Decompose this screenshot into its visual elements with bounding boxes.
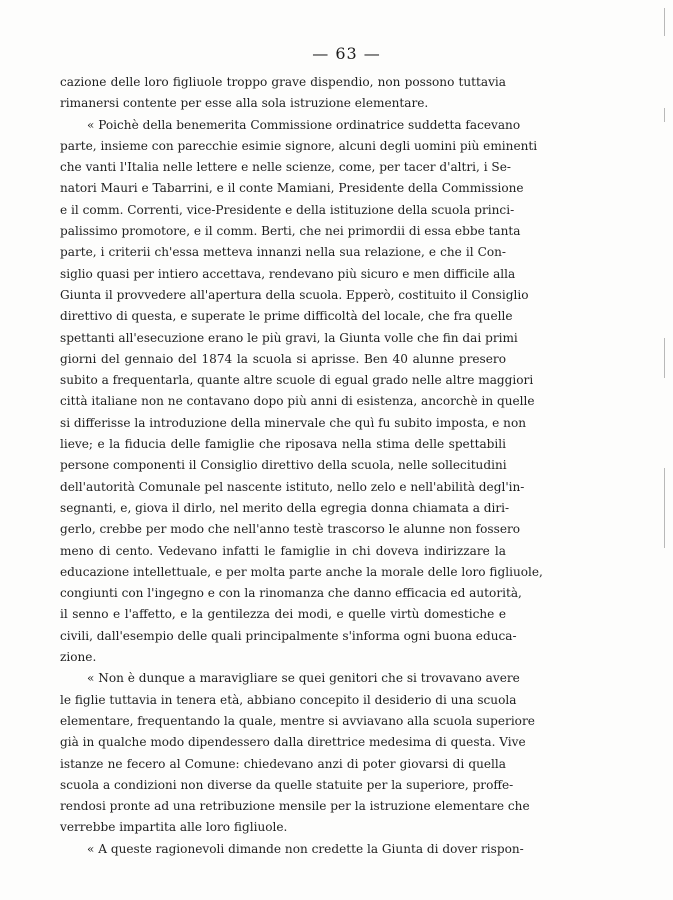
text-line: il senno e l'affetto, e la gentilezza dei modi, e quelle virtù domestiche e xyxy=(60,607,506,622)
page-number: — 63 — xyxy=(312,44,381,63)
text-line: educazione intellettuale, e per molta parte anche la morale delle loro figliuole, xyxy=(60,564,543,579)
text-line: istanze ne fecero al Comune: chiedevano anzi di poter giovarsi di quella xyxy=(60,756,506,771)
text-line: elementare, frequentando la quale, mentre si avviavano alla scuola superiore xyxy=(60,713,535,728)
text-line: « Poichè della benemerita Commissione ordinatrice suddetta facevano xyxy=(87,117,521,132)
text-line: segnanti, e, giova il dirlo, nel merito della egregia donna chiamata a diri- xyxy=(60,500,510,515)
text-line: dell'autorità Comunale pel nascente istituto, nello zelo e nell'abilità degl'in- xyxy=(60,479,525,494)
scan-mark xyxy=(664,338,665,378)
text-line: si differisse la introduzione della minervale che quì fu subito imposta, e non xyxy=(60,415,527,430)
scan-mark xyxy=(664,8,665,36)
body-text xyxy=(60,72,543,860)
text-line: subito a frequentarla, quante altre scuole di egual grado nelle altre maggiori xyxy=(60,373,534,388)
text-line: già in qualche modo dipendessero dalla direttrice medesima di questa. Vive xyxy=(60,735,526,750)
text-line: cazione delle loro figliuole troppo grave dispendio, non possono tuttavia xyxy=(60,75,506,89)
text-line: lieve; e la fiducia delle famiglie che riposava nella stima delle spettabili xyxy=(60,437,506,452)
text-line: siglio quasi per intiero accettava, rendevano più sicuro e men difficile alla xyxy=(60,266,516,281)
text-line: natori Mauri e Tabarrini, e il conte Mamiani, Presidente della Commissione xyxy=(60,181,524,196)
text-line: « Non è dunque a maravigliare se quei genitori che si trovavano avere xyxy=(87,671,520,686)
text-line: e il comm. Correnti, vice-Presidente e della istituzione della scuola princi- xyxy=(60,202,515,217)
text-line: parte, i criterii ch'essa metteva innanzi nella sua relazione, e che il Con- xyxy=(60,245,506,260)
text-line: persone componenti il Consiglio direttivo della scuola, nelle sollecitudini xyxy=(60,458,507,473)
text-line: giorni del gennaio del 1874 la scuola si aprisse. Ben 40 alunne presero xyxy=(60,351,506,366)
margin-scan-marks xyxy=(659,8,665,568)
text-line: spettanti all'esecuzione erano le più gravi, la Giunta volle che fin dai primi xyxy=(60,330,518,345)
scan-mark xyxy=(664,108,665,122)
text-line: palissimo promotore, e il comm. Berti, che nei primordii di essa ebbe tanta xyxy=(60,224,521,239)
text-line: zione. xyxy=(60,650,97,665)
text-line: che vanti l'Italia nelle lettere e nelle scienze, come, per tacer d'altri, i Se- xyxy=(60,160,511,175)
text-line: Giunta il provvedere all'apertura della scuola. Epperò, costituito il Consiglio xyxy=(60,287,529,302)
scan-mark xyxy=(664,468,665,548)
text-line: parte, insieme con parecchie esimie signore, alcuni degli uomini più eminenti xyxy=(60,138,538,153)
text-line: rimanersi contente per esse alla sola istruzione elementare. xyxy=(60,96,429,111)
text-line: meno di cento. Vedevano infatti le famiglie in chi doveva indirizzare la xyxy=(60,543,506,558)
text-line: verrebbe impartita alle loro figliuole. xyxy=(60,820,288,835)
text-line: rendosi pronte ad una retribuzione mensile per la istruzione elementare che xyxy=(60,799,530,814)
text-line: le figlie tuttavia in tenera età, abbiano concepito il desiderio di una scuola xyxy=(60,692,517,707)
text-line: scuola a condizioni non diverse da quelle statuite per la superiore, proffe- xyxy=(60,777,514,792)
text-line: città italiane non ne contavano dopo più anni di esistenza, ancorchè in quelle xyxy=(60,394,535,409)
text-line: civili, dall'esempio delle quali principalmente s'informa ogni buona educa- xyxy=(60,628,517,643)
text-line: gerlo, crebbe per modo che nell'anno testè trascorso le alunne non fossero xyxy=(60,522,521,537)
text-line: congiunti con l'ingegno e con la rinomanza che danno efficacia ed autorità, xyxy=(60,586,522,601)
text-line: direttivo di questa, e superate le prime difficoltà del locale, che fra quelle xyxy=(60,309,513,324)
text-line: « A queste ragionevoli dimande non credette la Giunta di dover rispon- xyxy=(87,841,524,856)
